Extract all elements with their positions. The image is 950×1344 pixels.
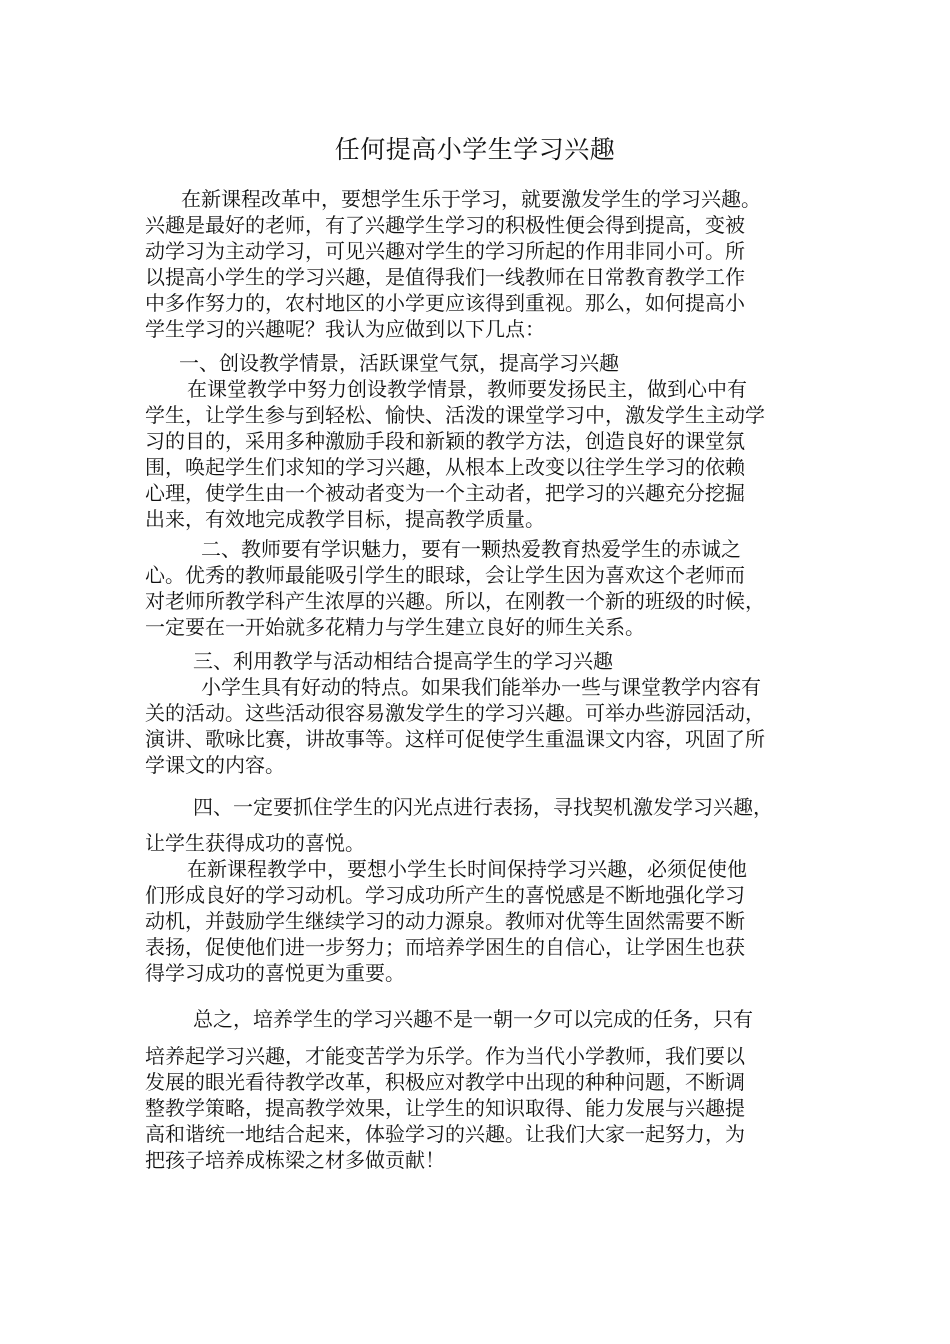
section-heading: 四、一定要抓住学生的闪光点进行表扬，寻找契机激发学习兴趣， — [193, 795, 773, 819]
conclusion-first-line — [145, 1006, 813, 1032]
text-line: 把孩子培养成栋梁之材多做贡献！ — [145, 1148, 445, 1172]
text-line: 演讲、歌咏比赛，讲故事等。这样可促使学生重温课文内容，巩固了所 — [145, 727, 765, 751]
text-line: 兴趣是最好的老师，有了兴趣学生学习的积极性便会得到提高，变被 — [145, 213, 745, 237]
text-line: 在新课程教学中，要想小学生长时间保持学习兴趣，必须促使他 — [187, 857, 747, 881]
section-heading: 让学生获得成功的喜悦。 — [145, 831, 365, 855]
text-line: 们形成良好的学习动机。学习成功所产生的喜悦感是不断地强化学习 — [145, 883, 745, 907]
intro-paragraph — [145, 186, 813, 342]
text-line: 学课文的内容。 — [145, 753, 285, 777]
text-line: 学生，让学生参与到轻松、愉快、活泼的课堂学习中，激发学生主动学 — [145, 403, 765, 427]
text-line: 习的目的，采用多种激励手段和新颖的教学方法，创造良好的课堂氛 — [145, 429, 745, 453]
text-line: 整教学策略，提高教学效果，让学生的知识取得、能力发展与兴趣提 — [145, 1096, 745, 1120]
text-line: 在课堂教学中努力创设教学情景，教师要发扬民主，做到心中有 — [187, 377, 747, 401]
section-2 — [145, 536, 813, 640]
section-heading: 三、利用教学与活动相结合提高学生的学习兴趣 — [193, 649, 613, 673]
text-line: 一定要在一开始就多花精力与学生建立良好的师生关系。 — [145, 615, 645, 639]
text-line: 心理，使学生由一个被动者变为一个主动者，把学习的兴趣充分挖掘 — [145, 481, 745, 505]
text-line: 围，唤起学生们求知的学习兴趣，从根本上改变以往学生学习的依赖 — [145, 455, 745, 479]
section-3 — [145, 648, 813, 778]
document-title: 任何提高小学生学习兴趣 — [334, 135, 616, 164]
text-line: 培养起学习兴趣，才能变苦学为乐学。作为当代小学教师，我们要以 — [145, 1044, 745, 1068]
section-1 — [145, 350, 813, 532]
text-line: 发展的眼光看待教学改革，积极应对教学中出现的种种问题，不断调 — [145, 1070, 745, 1094]
text-line: 总之，培养学生的学习兴趣不是一朝一夕可以完成的任务，只有 — [193, 1007, 753, 1031]
text-line: 以提高小学生的学习兴趣，是值得我们一线教师在日常教育教学工作 — [145, 265, 745, 289]
text-line: 表扬，促使他们进一步努力；而培养学困生的自信心，让学困生也获 — [145, 935, 745, 959]
section-4-heading — [145, 794, 813, 820]
conclusion-paragraph — [145, 1043, 813, 1173]
text-line: 二、教师要有学识魅力，要有一颗热爱教育热爱学生的赤诚之 — [201, 537, 741, 561]
section-heading: 一、创设教学情景，活跃课堂气氛，提高学习兴趣 — [179, 351, 619, 375]
text-line: 动机，并鼓励学生继续学习的动力源泉。教师对优等生固然需要不断 — [145, 909, 745, 933]
section-4 — [145, 830, 813, 986]
text-line: 高和谐统一地结合起来，体验学习的兴趣。让我们大家一起努力，为 — [145, 1122, 745, 1146]
text-line: 动学习为主动学习，可见兴趣对学生的学习所起的作用非同小可。所 — [145, 239, 745, 263]
text-line: 心。优秀的教师最能吸引学生的眼球，会让学生因为喜欢这个老师而 — [145, 563, 745, 587]
text-line: 对老师所教学科产生浓厚的兴趣。所以，在刚教一个新的班级的时候， — [145, 589, 765, 613]
text-line: 学生学习的兴趣呢？我认为应做到以下几点： — [145, 317, 545, 341]
text-line: 出来，有效地完成教学目标，提高教学质量。 — [145, 507, 545, 531]
text-line: 中多作努力的，农村地区的小学更应该得到重视。那么，如何提高小 — [145, 291, 745, 315]
text-line: 得学习成功的喜悦更为重要。 — [145, 961, 405, 985]
text-line: 关的活动。这些活动很容易激发学生的学习兴趣。可举办些游园活动， — [145, 701, 765, 725]
text-line: 在新课程改革中，要想学生乐于学习，就要激发学生的学习兴趣。 — [181, 187, 761, 211]
text-line: 小学生具有好动的特点。如果我们能举办一些与课堂教学内容有 — [201, 675, 761, 699]
